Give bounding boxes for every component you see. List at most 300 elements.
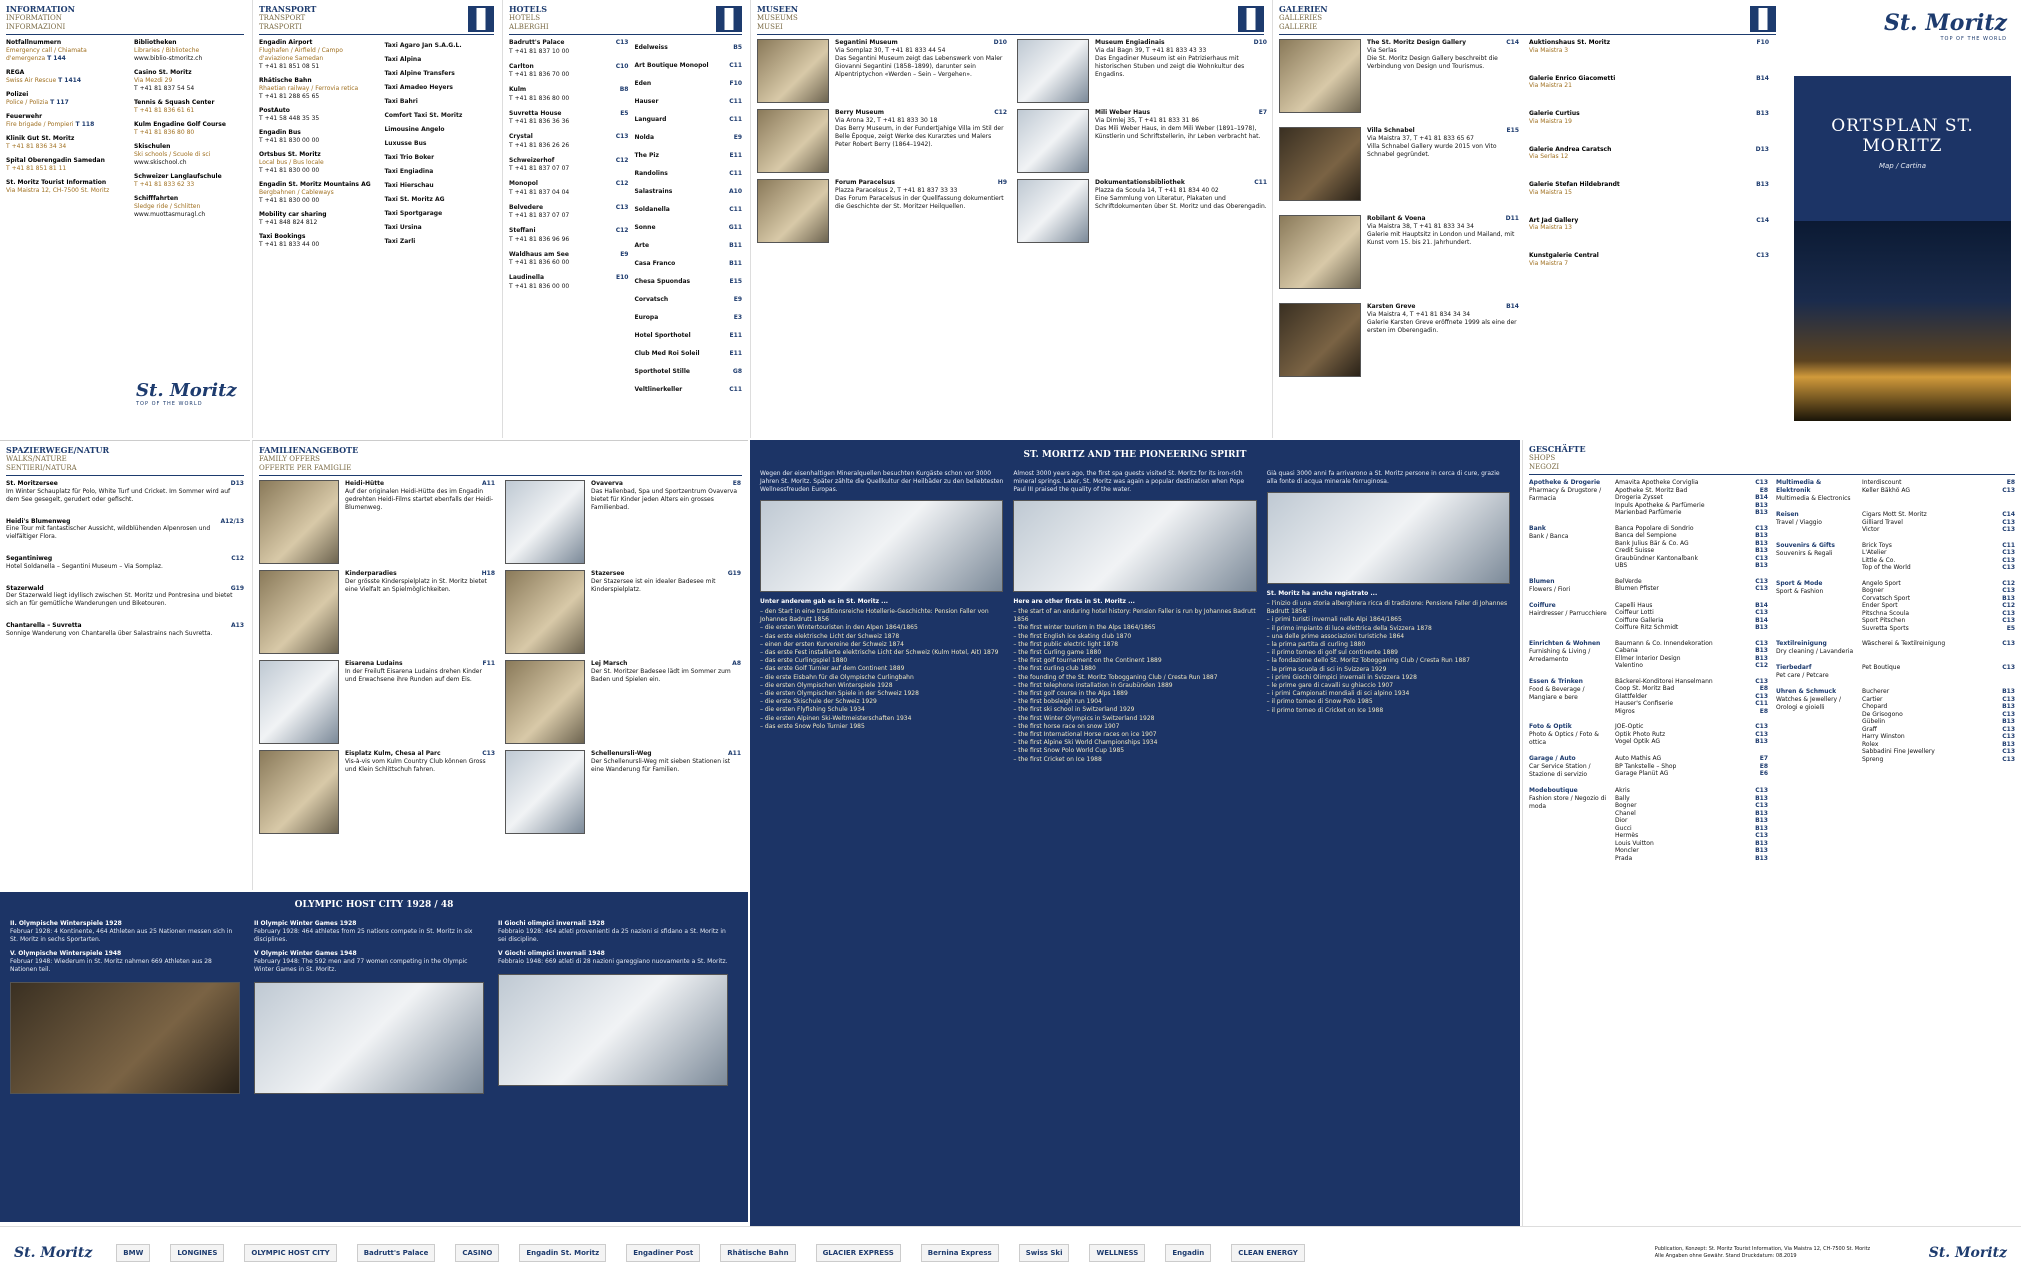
gallery-name: Villa Schnabel — [1367, 127, 1415, 134]
hotel-row — [509, 180, 628, 188]
shop-name: Suvretta Sports — [1862, 624, 1909, 632]
hotel-row — [509, 86, 628, 94]
museum-text — [1095, 109, 1267, 173]
gallery-photo — [1279, 215, 1361, 289]
shop-grid-ref: B13 — [1755, 809, 1768, 817]
shop-grid-ref: B13 — [1755, 654, 1768, 662]
hotel-grid-ref: C11 — [729, 116, 742, 123]
shop-category-label — [1776, 479, 1856, 503]
info-entry — [6, 91, 126, 107]
walk-name: St. Moritzersee — [6, 480, 58, 487]
first-item: – einen der ersten Kurvereine der Schweiz 1874 — [760, 640, 904, 648]
walks-subtitle-en: WALKS/NATURE — [6, 455, 67, 463]
taxi-entry: Taxi Amadeo Heyers — [384, 84, 453, 91]
leisure-entry-label: Casino St. Moritz — [134, 69, 192, 76]
qr-code-icon — [1750, 6, 1776, 32]
info-entry-value: T 1414 — [58, 77, 82, 84]
hotel-entry — [509, 86, 628, 103]
shop-grid-ref: C13 — [2002, 617, 2015, 624]
shop-name: Little & Co. — [1862, 556, 1896, 564]
first-item: – the first International Horse races on ice 1907 — [1013, 731, 1157, 739]
hotel-grid-ref: C10 — [615, 62, 629, 70]
transport-entry-label: Engadin Airport — [259, 39, 313, 46]
firsts-list-it — [1267, 600, 1510, 715]
family-text — [345, 570, 495, 654]
shop-row — [1615, 755, 1768, 763]
info-entry-value: T 118 — [75, 121, 95, 128]
shop-name: Auto Mathis AG — [1615, 755, 1662, 762]
shop-row — [1862, 526, 2015, 534]
walk-entry — [6, 518, 244, 542]
shop-name: Top of the World — [1862, 564, 1911, 571]
gallery-name: Art Jad Gallery — [1529, 216, 1579, 224]
family-name: Lej Marsch — [591, 660, 628, 667]
shop-row — [1615, 810, 1768, 818]
gallery-list-featured — [1279, 39, 1519, 391]
gallery-entry — [1529, 181, 1769, 197]
taxi-entry: Taxi Agaro Jan S.A.G.L. — [384, 42, 462, 49]
shop-grid-ref: E7 — [1759, 755, 1768, 762]
shop-grid-ref: C13 — [1755, 692, 1768, 700]
museum-photo — [757, 109, 829, 173]
gallery-grid-ref: C14 — [1756, 216, 1769, 224]
leisure-entry-sub: T +41 81 833 62 33 — [134, 181, 195, 188]
transport-subtitle-en: TRANSPORT — [259, 14, 306, 22]
hotel-grid-ref: C11 — [729, 98, 742, 105]
gallery-grid-ref: F10 — [1756, 39, 1769, 46]
shop-grid-ref: C13 — [1755, 730, 1768, 738]
hotel-phone: T +41 81 836 60 00 — [509, 259, 570, 266]
museum-grid-ref: C12 — [994, 109, 1007, 116]
shop-row — [1862, 511, 2015, 519]
transport-entry — [259, 39, 378, 71]
museum-name: Berry Museum — [835, 109, 884, 116]
hotel-name: Club Med Roi Soleil — [634, 350, 700, 357]
pioneering-header-en: Here are other firsts in St. Moritz ... — [1013, 598, 1135, 605]
shop-category-name: Sport & Mode — [1776, 579, 1823, 587]
hotel-row — [634, 255, 742, 273]
family-name: Eisarena Ludains — [345, 660, 403, 667]
shop-name: Dior — [1615, 817, 1628, 824]
shop-row — [1862, 688, 2015, 696]
taxi-list — [384, 39, 494, 255]
historic-photo — [760, 500, 1003, 592]
shop-category-name: Blumen — [1529, 577, 1555, 585]
shop-category-label — [1776, 511, 1856, 534]
transport-entry-sub: Local bus / Bus locale — [259, 159, 324, 166]
family-description: Auf der originalen Heidi-Hütte des im Engadin gedrehten Heidi-Films startet ebenfalls der Heidi-Blumenweg. — [345, 487, 494, 511]
shop-name: JOE-Optic — [1615, 723, 1644, 730]
sponsor-logo: CASINO — [455, 1244, 499, 1262]
shop-row — [1862, 664, 2015, 672]
leisure-entry — [134, 173, 244, 189]
hotel-grid-ref: E10 — [616, 274, 629, 281]
transport-entry-label: Engadin Bus — [259, 129, 301, 136]
shop-grid-ref: B13 — [1755, 539, 1768, 547]
hotel-name: Sonne — [634, 224, 656, 231]
shop-row — [1615, 763, 1768, 771]
hotel-grid-ref: C11 — [729, 62, 742, 69]
sponsor-logo: Bernina Express — [921, 1244, 999, 1262]
shop-category-name: Coiffure — [1529, 601, 1556, 609]
leisure-entry — [134, 69, 244, 93]
shop-category-sub: Pet care / Petcare — [1776, 672, 1829, 679]
gallery-name: Karsten Greve — [1367, 303, 1416, 310]
shop-list-right — [1776, 479, 2015, 870]
first-item: – il primo torneo di Snow Polo 1985 — [1266, 698, 1373, 706]
pioneering-header-it: St. Moritz ha anche registrato ... — [1266, 590, 1378, 597]
shop-name: Keller Bäkhö AG — [1862, 486, 1911, 494]
shop-category — [1529, 525, 1768, 570]
shop-grid-ref: C13 — [2002, 640, 2015, 647]
family-photo — [505, 480, 585, 564]
hotel-grid-ref: C13 — [615, 203, 629, 211]
museum-description: Eine Sammlung von Literatur, Plakaten und Schriftdokumenten über St. Moritz und das Oberengadin. — [1095, 194, 1267, 210]
hotel-entry — [509, 251, 628, 268]
firsts-list-en — [1013, 608, 1256, 764]
olympic-1948-text-de: Februar 1948: Wiederum in St. Moritz nahmen 669 Athleten aus 28 Nationen teil. — [10, 958, 212, 973]
hotel-grid-ref: B11 — [729, 260, 742, 267]
shop-grid-ref: B13 — [2002, 688, 2015, 695]
transport-entry — [259, 233, 378, 249]
leisure-entry-sub: Sledge ride / Schlitten — [134, 203, 201, 210]
first-item: – una delle prime associazioni turistiche 1864 — [1266, 632, 1405, 640]
shop-row — [1862, 625, 2015, 633]
hotel-phone: T +41 81 837 10 00 — [509, 47, 570, 55]
shop-row — [1615, 832, 1768, 840]
hotel-row — [634, 363, 742, 381]
hotel-grid-ref: E5 — [620, 109, 629, 117]
gallery-entry — [1529, 75, 1769, 91]
shop-row — [1862, 587, 2015, 595]
hotel-name: Casa Franco — [634, 260, 676, 267]
brand-tagline: TOP OF THE WORLD — [136, 401, 203, 407]
shops-subtitle-en: SHOPS — [1529, 454, 1556, 462]
shop-category-name: Textilreinigung — [1776, 640, 1827, 647]
family-photo — [259, 570, 339, 654]
shop-grid-ref: C13 — [2002, 609, 2015, 617]
shop-grid-ref: B13 — [1755, 509, 1768, 516]
family-entry — [259, 480, 495, 564]
shop-row — [1862, 756, 2015, 764]
transport-entry-value: T +41 81 833 44 00 — [259, 241, 320, 248]
first-item: – i primi Campionati mondiali di sci alpino 1934 — [1266, 690, 1410, 698]
first-item: – la prima partita di curling 1880 — [1266, 641, 1366, 649]
shop-category-sub: Sport & Fashion — [1776, 587, 1824, 595]
first-item: – the first bobsleigh run 1904 — [1013, 698, 1102, 706]
hotel-entry — [509, 110, 628, 127]
taxi-entry: Taxi St. Moritz AG — [384, 196, 445, 203]
hotel-name: Steffani — [509, 227, 536, 234]
museum-address: Plazza Paracelsus 2, T +41 81 837 33 33 — [835, 186, 958, 194]
gallery-grid-ref: B14 — [1506, 303, 1519, 310]
shop-row — [1615, 693, 1768, 701]
hotels-title: HOTELS — [509, 4, 547, 14]
shop-grid-ref: C13 — [2002, 695, 2015, 703]
transport-entry — [259, 181, 378, 205]
taxi-entry: Comfort Taxi St. Moritz — [384, 112, 463, 119]
olympic-1928-text-de: Februar 1928: 4 Kontinente, 464 Athleten aus 25 Nationen messen sich in St. Moritz in sechs Sportarten. — [10, 928, 233, 943]
shop-grid-ref: E8 — [1759, 707, 1768, 715]
info-entry — [6, 113, 126, 129]
first-item: – il primo torneo di golf sul continente 1889 — [1266, 649, 1398, 657]
transport-list — [259, 39, 378, 255]
shop-name: Bally — [1615, 794, 1630, 802]
family-head — [591, 480, 741, 488]
hotel-name: Kulm — [509, 86, 527, 93]
shops-panel — [1522, 440, 2021, 1250]
hotel-name: Laudinella — [509, 274, 544, 281]
shop-row — [1615, 547, 1768, 555]
shop-category — [1529, 755, 1768, 779]
gallery-photo — [1279, 303, 1361, 377]
shop-name: Ellmer Interior Design — [1615, 654, 1681, 662]
first-item: – l'inizio di una storia alberghiera ricca di tradizione: Pensione Faller di Johannes Badrutt 1856 — [1266, 600, 1508, 616]
shop-category-sub: Hairdresser / Parrucchiere — [1529, 609, 1607, 617]
qr-code-icon — [468, 6, 494, 32]
cover-title: ORTSPLAN ST. MORITZ — [1831, 116, 1974, 156]
shop-name: De Grisogono — [1862, 710, 1903, 718]
hotel-row — [634, 93, 742, 111]
shop-name: Cartier — [1862, 695, 1883, 703]
shop-grid-ref: C13 — [2002, 486, 2015, 494]
leisure-entry-value: www.skischool.ch — [134, 159, 187, 166]
hotel-name: Salastrains — [634, 188, 673, 195]
sponsor-logo: GLACIER EXPRESS — [816, 1244, 901, 1262]
hotel-entry — [509, 180, 628, 197]
shops-subtitle-it: NEGOZI — [1529, 463, 1560, 471]
gallery-grid-ref: B14 — [1756, 74, 1769, 82]
family-text — [345, 660, 495, 744]
hotel-row — [634, 111, 742, 129]
shop-name: Moncler — [1615, 847, 1639, 854]
family-head — [345, 480, 495, 488]
shop-name: Angelo Sport — [1862, 579, 1901, 587]
family-entry — [259, 750, 495, 834]
leisure-entry — [134, 143, 244, 167]
footer-brand-logo: St. Moritz — [14, 1245, 93, 1261]
information-subtitle-en: INFORMATION — [6, 14, 62, 22]
shop-category — [1776, 542, 2015, 572]
museum-photo — [1017, 39, 1089, 103]
shop-grid-ref: B13 — [1755, 854, 1768, 862]
family-grid-ref: G19 — [727, 570, 741, 577]
first-item: – den Start in eine traditionsreiche Hotellerie-Geschichte: Pension Faller von Johannes Badrutt 1856 — [760, 608, 989, 624]
family-entry — [505, 480, 741, 564]
transport-entry-value: T +41 81 830 00 00 — [259, 137, 320, 144]
first-item: – das erste elektrische Licht der Schweiz 1878 — [760, 632, 900, 640]
museum-entry — [757, 39, 1007, 103]
shop-row — [1862, 617, 2015, 625]
shop-grid-ref: C14 — [2002, 511, 2015, 518]
info-entry-value: T 117 — [50, 99, 69, 106]
gallery-description: Galerie Karsten Greve eröffnete 1999 als eine der ersten im Oberengadin. — [1367, 318, 1517, 334]
first-item: – the start of an enduring hotel history: Pension Faller is run by Johannes Badrutt 1856 — [1013, 608, 1256, 624]
sponsor-logo: LONGINES — [170, 1244, 224, 1262]
olympic-1948-text-it: Febbraio 1948: 669 atleti di 28 nazioni gareggiano nuovamente a St. Moritz. — [498, 958, 728, 965]
shop-name: Rolex — [1862, 740, 1879, 748]
museum-head — [1095, 179, 1267, 187]
first-item: – i primi Giochi Olimpici invernali in Svizzera 1928 — [1266, 673, 1417, 681]
hotel-grid-ref: B5 — [733, 44, 742, 51]
sponsor-logo: Engadin — [1165, 1244, 1211, 1262]
museum-head — [1095, 109, 1267, 117]
walk-description: Der Stazerwald liegt idyllisch zwischen St. Moritz und Pontresina und bietet sich an für gemütliche Wanderungen und Biketouren. — [6, 592, 233, 607]
shop-grid-ref: C13 — [2002, 664, 2015, 671]
walk-name: Heidi's Blumenweg — [6, 517, 71, 525]
leisure-entry-sub: T +41 81 836 80 80 — [134, 129, 195, 136]
hotel-grid-ref: E9 — [733, 134, 742, 141]
gallery-address: Via Serlas 12 — [1529, 153, 1569, 160]
shop-name: Optik Photo Rutz — [1615, 730, 1666, 738]
pioneering-panel — [750, 440, 1520, 1250]
shop-row — [1862, 718, 2015, 726]
family-subtitle-it: OFFERTE PER FAMIGLIE — [259, 464, 352, 472]
family-grid-ref: E8 — [732, 480, 741, 487]
shop-grid-ref: C13 — [2002, 587, 2015, 594]
shop-name: Blumen Pfister — [1615, 585, 1659, 592]
shop-name: Vogel Optik AG — [1615, 738, 1660, 745]
shop-row — [1615, 817, 1768, 825]
leisure-entry-sub: Libraries / Biblioteche — [134, 47, 200, 54]
hotel-name: Badrutt's Palace — [509, 39, 565, 46]
gallery-description: Villa Schnabel Gallery wurde 2015 von Vito Schnabel gegründet. — [1367, 142, 1497, 158]
olympic-1948-title-it: V Giochi olimpici invernali 1948 — [498, 950, 605, 957]
hotel-name: Eden — [634, 80, 652, 87]
first-item: – das erste Fest installierte elektrische Licht der Schweiz (Kulm Hotel, Ait) 1879 — [760, 649, 999, 657]
shop-name: Baumann & Co. Innendekoration — [1615, 639, 1713, 647]
shop-name: Amavita Apotheke Corviglia — [1615, 479, 1699, 486]
hotel-name: Corvatsch — [634, 296, 669, 303]
hotel-row — [634, 147, 742, 165]
shop-items — [1862, 640, 2015, 656]
transport-entry-label: PostAuto — [259, 107, 290, 114]
shop-grid-ref: E8 — [1759, 685, 1768, 692]
museum-entry — [1017, 109, 1267, 173]
hotel-grid-ref: A10 — [729, 188, 742, 195]
hotel-name: Arte — [634, 242, 650, 249]
hotel-name: Languard — [634, 116, 667, 123]
shop-row — [1615, 731, 1768, 739]
family-description: Der St. Moritzer Badesee lädt im Sommer zum Baden und Spielen ein. — [591, 667, 731, 683]
shop-category-name: Garage / Auto — [1529, 755, 1576, 762]
shop-row — [1862, 733, 2015, 741]
walk-head — [6, 480, 244, 488]
info-entry-sub: T +41 81 836 34 34 — [6, 143, 67, 150]
first-item: – the first telephone installation in Graubünden 1889 — [1013, 681, 1173, 689]
museum-text — [835, 39, 1007, 103]
gallery-text — [1367, 303, 1519, 377]
shop-category-label — [1529, 578, 1609, 594]
gallery-address: Via Maistra 37, T +41 81 833 65 67 — [1367, 134, 1474, 142]
olympic-title: OLYMPIC HOST CITY 1928 / 48 — [294, 900, 454, 910]
gallery-head — [1529, 110, 1769, 118]
shop-row — [1862, 696, 2015, 704]
family-head — [591, 660, 741, 668]
museum-address: Plazza da Scoula 14, T +41 81 834 40 02 — [1095, 186, 1219, 194]
olympic-1948-title-en: V Olympic Winter Games 1948 — [254, 950, 357, 957]
taxi-entry: Taxi Engiadina — [384, 168, 434, 175]
information-panel — [0, 0, 250, 438]
shop-items — [1862, 580, 2015, 633]
shop-row — [1862, 519, 2015, 527]
shop-category-label — [1529, 602, 1609, 632]
museum-text — [835, 109, 1007, 173]
galleries-subtitle-it: GALLERIE — [1279, 23, 1318, 31]
family-entry — [259, 660, 495, 744]
sponsor-logo: Rhätische Bahn — [720, 1244, 795, 1262]
hotel-grid-ref: C11 — [729, 386, 742, 393]
shop-row — [1615, 685, 1768, 693]
museum-photo — [1017, 109, 1089, 173]
information-subtitle-it: INFORMAZIONI — [6, 23, 66, 31]
shop-name: Apotheke St. Moritz Bad — [1615, 486, 1688, 494]
hotel-row — [509, 63, 628, 71]
shop-grid-ref: B13 — [1755, 647, 1768, 654]
gallery-name: Auktionshaus St. Moritz — [1529, 39, 1611, 46]
info-entry — [6, 157, 126, 173]
hotels-subtitle-it: ALBERGHI — [509, 23, 549, 31]
shop-row — [1862, 549, 2015, 557]
museum-grid-ref: E7 — [1258, 109, 1267, 116]
information-list — [6, 39, 126, 225]
gallery-description: Die St. Moritz Design Gallery beschreibt die Verbindung von Design und Tourismus. — [1367, 54, 1498, 70]
hotel-grid-ref: C12 — [615, 227, 629, 234]
hotel-name: Sporthotel Stille — [634, 368, 690, 375]
shop-items — [1615, 640, 1768, 670]
family-grid-ref: A11 — [728, 750, 741, 757]
shop-name: Harry Winston — [1862, 733, 1905, 740]
museum-name: Dokumentationsbibliothek — [1095, 179, 1185, 186]
family-head — [591, 750, 741, 758]
qr-code-icon — [1238, 6, 1264, 32]
shop-grid-ref: C13 — [2002, 549, 2015, 556]
shop-row — [1615, 708, 1768, 716]
museum-description: Das Mili Weber Haus, in dem Mili Weber (1891–1978), Künstlerin und Schriftstellerin, ihr Leben verbracht hat. — [1095, 124, 1261, 140]
shop-name: Sabbadini Fine Jewellery — [1862, 748, 1935, 755]
shop-category-name: Foto & Optik — [1529, 723, 1572, 730]
gallery-address: Via Maistra 19 — [1529, 117, 1572, 125]
info-entry — [6, 39, 126, 63]
family-title: FAMILIENANGEBOTE — [259, 445, 359, 455]
shop-name: BelVerde — [1615, 577, 1642, 585]
hotel-grid-ref: E15 — [729, 278, 742, 285]
family-text — [591, 570, 741, 654]
gallery-entry — [1279, 215, 1519, 289]
info-entry — [6, 69, 126, 85]
shop-name: Cigars Mott St. Moritz — [1862, 511, 1927, 518]
sponsor-logo: Engadin St. Moritz — [519, 1244, 606, 1262]
info-entry-sub: Swiss Air Rescue — [6, 77, 57, 84]
shop-category-sub: Car Service Station / Stazione di servizio — [1529, 763, 1591, 778]
shop-row — [1615, 585, 1768, 593]
museum-grid-ref: H9 — [997, 179, 1007, 186]
family-grid-ref: H18 — [481, 570, 495, 577]
gallery-address: Via Serlas — [1367, 46, 1397, 54]
transport-entry-label: Ortsbus St. Moritz — [259, 151, 321, 158]
museum-name: Mili Weber Haus — [1095, 109, 1151, 116]
gallery-head — [1529, 217, 1769, 225]
first-item: – das erste Snow Polo Turnier 1985 — [760, 722, 865, 730]
family-grid-ref: C13 — [482, 750, 495, 757]
family-text — [591, 480, 741, 564]
shop-name: Wäscherei & Textilreinigung — [1862, 640, 1946, 647]
hotel-grid-ref: E9 — [620, 250, 629, 258]
first-item: – il primo torneo di Cricket on Ice 1988 — [1266, 706, 1384, 714]
shop-category-name: Reisen — [1776, 511, 1799, 518]
shop-name: Coiffeur Lotti — [1615, 609, 1654, 616]
gallery-address: Via Maistra 38, T +41 81 833 34 34 — [1367, 222, 1474, 230]
